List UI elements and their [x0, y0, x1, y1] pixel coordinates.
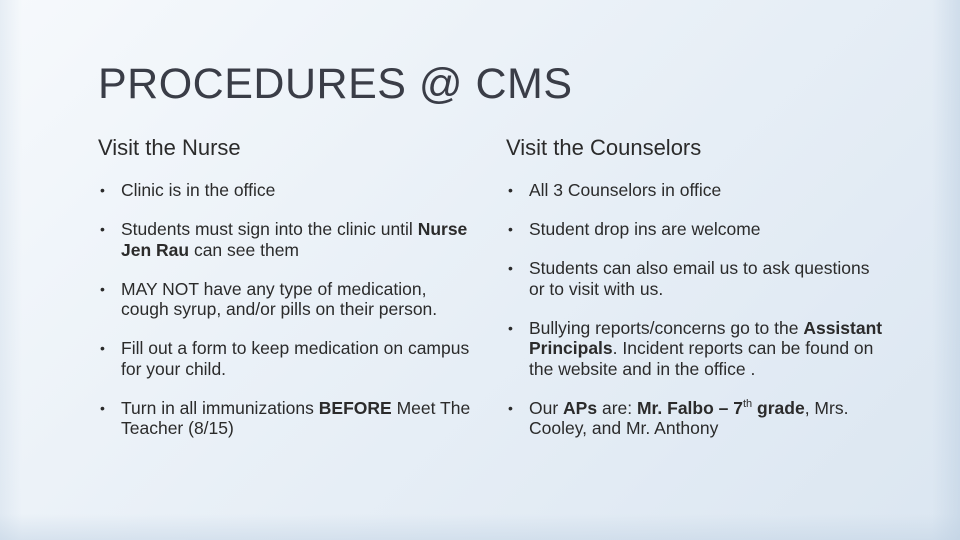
- counselors-column: [506, 135, 886, 457]
- counselors-heading: Visit the Counselors: [506, 135, 702, 160]
- nurse-bullet-list: [98, 180, 478, 439]
- bullet-icon: •: [508, 399, 513, 416]
- bullet-icon: •: [508, 260, 513, 276]
- list-item: • Clinic is in the office: [100, 180, 276, 200]
- left-edge-shade: [0, 0, 22, 540]
- slide-title: PROCEDURES @ CMS: [98, 60, 573, 108]
- nurse-column: [98, 135, 478, 457]
- list-item: • All 3 Counselors in office: [508, 180, 722, 200]
- list-item: • MAY NOT have any type of medication, cough syrup, and/or pills on their person.: [100, 278, 438, 319]
- bullet-icon: •: [508, 182, 513, 198]
- bullet-icon: •: [508, 221, 513, 237]
- bottom-edge-shade: [0, 514, 960, 540]
- right-edge-shade: [932, 0, 960, 540]
- bullet-icon: •: [100, 399, 105, 416]
- list-item: • Our APs are: Mr. Falbo – 7th grade, Mrs. Cooley, and Mr. Anthony: [508, 397, 849, 438]
- list-item: • Bullying reports/concerns go to the Assistant Principals. Incident reports can be found on the website and in the office .: [508, 317, 883, 379]
- bullet-icon: •: [100, 221, 105, 237]
- nurse-name: Nurse Jen Rau: [121, 219, 468, 260]
- list-item: • Students can also email us to ask questions or to visit with us.: [508, 258, 870, 299]
- list-item: • Turn in all immunizations BEFORE Meet The Teacher (8/15): [100, 397, 471, 438]
- list-item: • Students must sign into the clinic until Nurse Jen Rau can see them: [100, 219, 468, 260]
- list-item: • Student drop ins are welcome: [508, 219, 761, 239]
- bullet-icon: •: [100, 340, 105, 356]
- bullet-icon: •: [100, 182, 105, 198]
- list-item: • Fill out a form to keep medication on campus for your child.: [100, 338, 470, 379]
- nurse-heading: Visit the Nurse: [98, 135, 241, 160]
- bullet-icon: •: [508, 319, 513, 336]
- counselors-bullet-list: [506, 180, 886, 439]
- bullet-icon: •: [100, 280, 105, 297]
